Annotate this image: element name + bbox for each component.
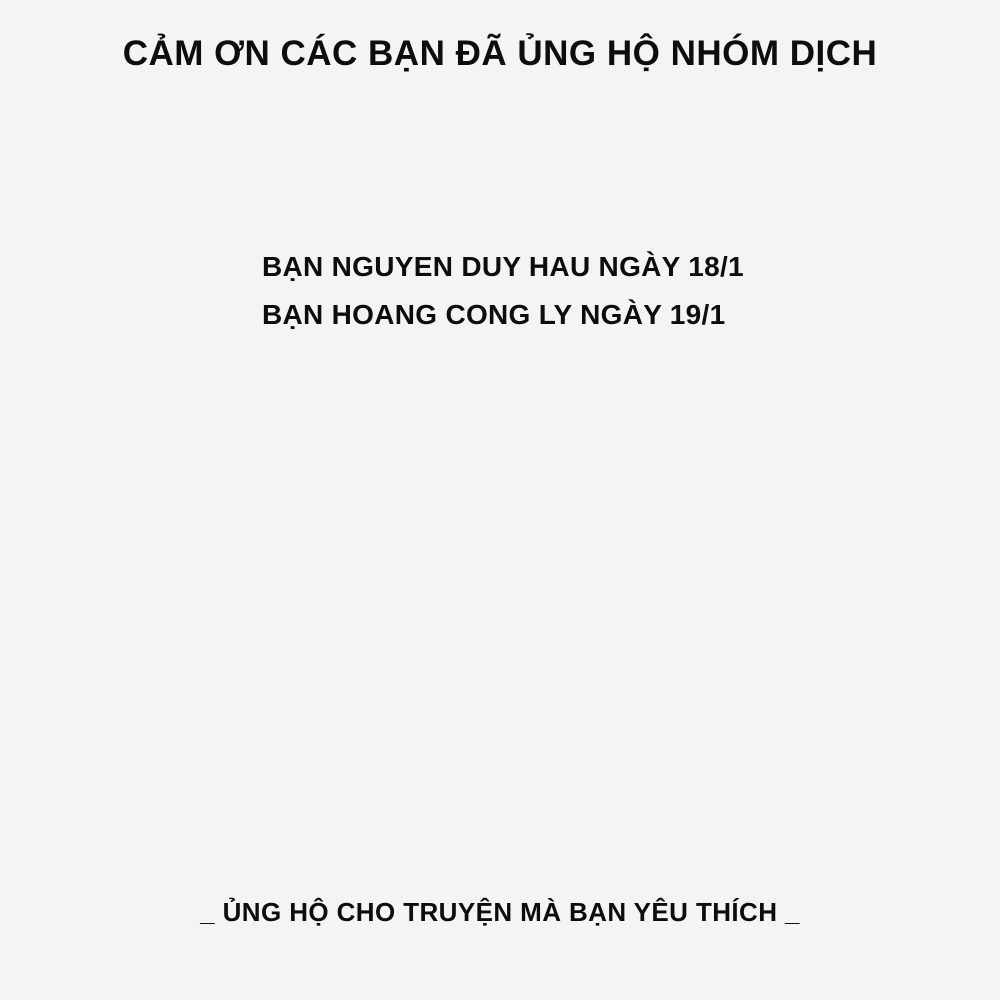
list-item: BẠN HOANG CONG LY NGÀY 19/1 (262, 299, 726, 331)
footer-message: _ ỦNG HỘ CHO TRUYỆN MÀ BẠN YÊU THÍCH _ (200, 897, 800, 927)
page-title: CẢM ƠN CÁC BẠN ĐÃ ỦNG HỘ NHÓM DỊCH (122, 34, 878, 73)
supporter-list (262, 243, 902, 339)
list-item: BẠN NGUYEN DUY HAU NGÀY 18/1 (262, 251, 744, 282)
faint-watermark-text (150, 380, 670, 650)
